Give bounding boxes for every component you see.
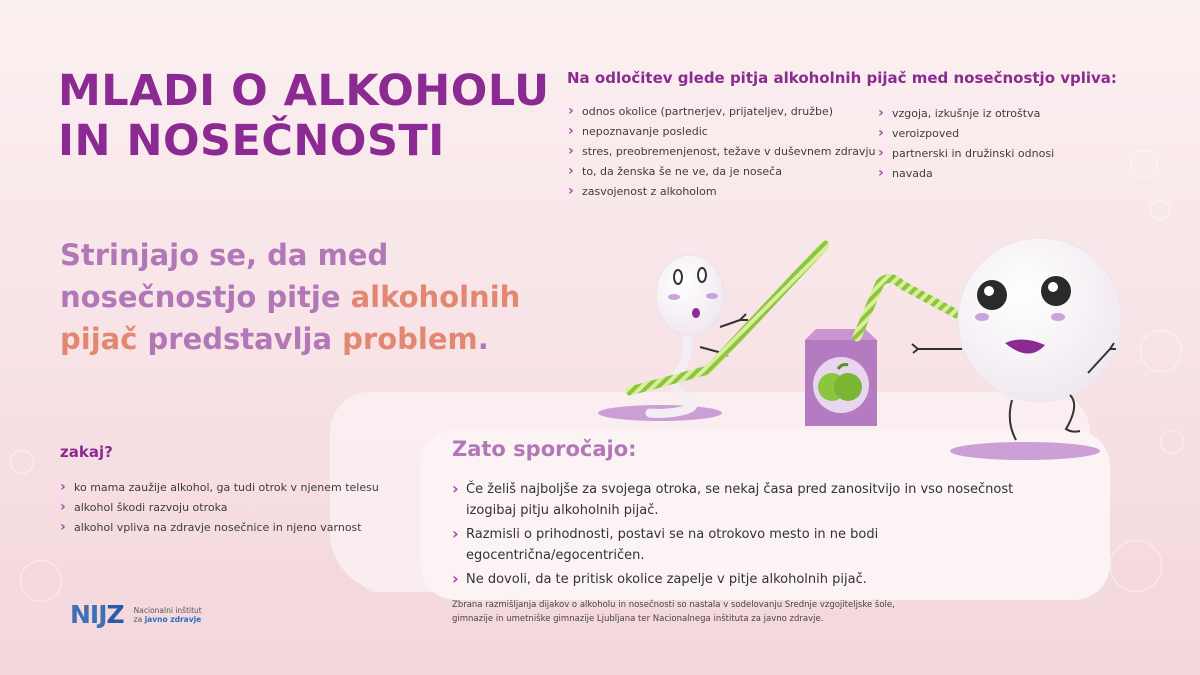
logo-line-2b: javno zdravje	[144, 614, 202, 624]
influence-list-left	[568, 102, 875, 202]
list-item: › nepoznavanje posledic	[568, 122, 875, 142]
influence-title: Na odločitev glede pitja alkoholnih pijač med nosečnostjo vpliva:	[567, 69, 1117, 87]
juice-box-icon	[805, 329, 877, 426]
lead-text: Strinjajo se, da med nosečnostjo pitje	[60, 238, 389, 314]
list-item: › navada	[878, 164, 1054, 184]
list-item: › odnos okolice (partnerjev, prijateljev, družbe)	[568, 102, 875, 122]
logo-line-2	[134, 615, 202, 624]
logo-line-1: Nacionalni inštitut	[133, 605, 202, 615]
lead-text: predstavlja	[137, 322, 343, 356]
list-item: › alkohol vpliva na zdravje nosečnice in njeno varnost	[60, 518, 379, 538]
background-bubble	[1160, 430, 1184, 454]
logo-line-2a: za	[133, 614, 145, 624]
list-item: › Če želiš najboljše za svojega otroka, se nekaj časa pred zanositvijo in vso nosečnost izogibaj pitju alkoholnih pijač.	[452, 479, 1052, 521]
background-bubble	[1110, 540, 1162, 592]
why-title: zakaj?	[60, 443, 113, 461]
list-item: › alkohol škodi razvoju otroka	[60, 498, 379, 518]
list-item: › partnerski in družinski odnosi	[878, 144, 1054, 164]
footer-note: Zbrana razmišljanja dijakov o alkoholu in nosečnosti so nastala v sodelovanju Srednje vzgojiteljske šole, gimnazije in umetniške gimnazije Ljubljana ter Nacionalnega inštituta za javno zdravje.	[452, 600, 895, 624]
message-title: Zato sporočajo:	[452, 437, 637, 461]
sperm-character-icon	[650, 255, 748, 413]
background-bubble	[10, 450, 34, 474]
logo-mark	[70, 600, 124, 629]
egg-character-icon	[912, 238, 1122, 440]
logo-text	[134, 606, 202, 624]
lead-highlight-alcohol: alkoholnih pijač	[60, 280, 521, 356]
list-item: › to, da ženska še ne ve, da je noseča	[568, 162, 875, 182]
influence-list-right	[878, 104, 1054, 184]
background-bubble	[1130, 150, 1158, 178]
list-item: › Razmisli o prihodnosti, postavi se na otrokovo mesto in ne bodi egocentrična/egocentričen.	[452, 524, 1052, 566]
list-item: › veroizpoved	[878, 124, 1054, 144]
lead-text: .	[477, 322, 489, 356]
list-item: › vzgoja, izkušnje iz otroštva	[878, 104, 1054, 124]
lead-statement	[60, 234, 530, 360]
list-item: › stres, preobremenjenost, težave v duševnem zdravju	[568, 142, 875, 162]
message-list	[452, 479, 1052, 593]
list-item: › ko mama zaužije alkohol, ga tudi otrok v njenem telesu	[60, 478, 379, 498]
illustration	[580, 225, 1140, 465]
background-bubble	[1140, 330, 1182, 372]
straw-icon	[630, 245, 825, 391]
egg-shadow	[950, 442, 1100, 460]
nijz-logo	[70, 600, 202, 629]
logo-mark-letters: NIJ	[70, 600, 107, 629]
why-list	[60, 478, 379, 538]
list-item: › zasvojenost z alkoholom	[568, 182, 875, 202]
list-item: › Ne dovoli, da te pritisk okolice zapelje v pitje alkoholnih pijač.	[452, 569, 1052, 590]
logo-mark-z: Z	[106, 600, 124, 629]
page-title: MLADI O ALKOHOLU IN NOSEČNOSTI	[58, 66, 550, 166]
lead-highlight-problem: problem	[342, 322, 478, 356]
background-bubble	[20, 560, 62, 602]
background-bubble	[1150, 200, 1170, 220]
